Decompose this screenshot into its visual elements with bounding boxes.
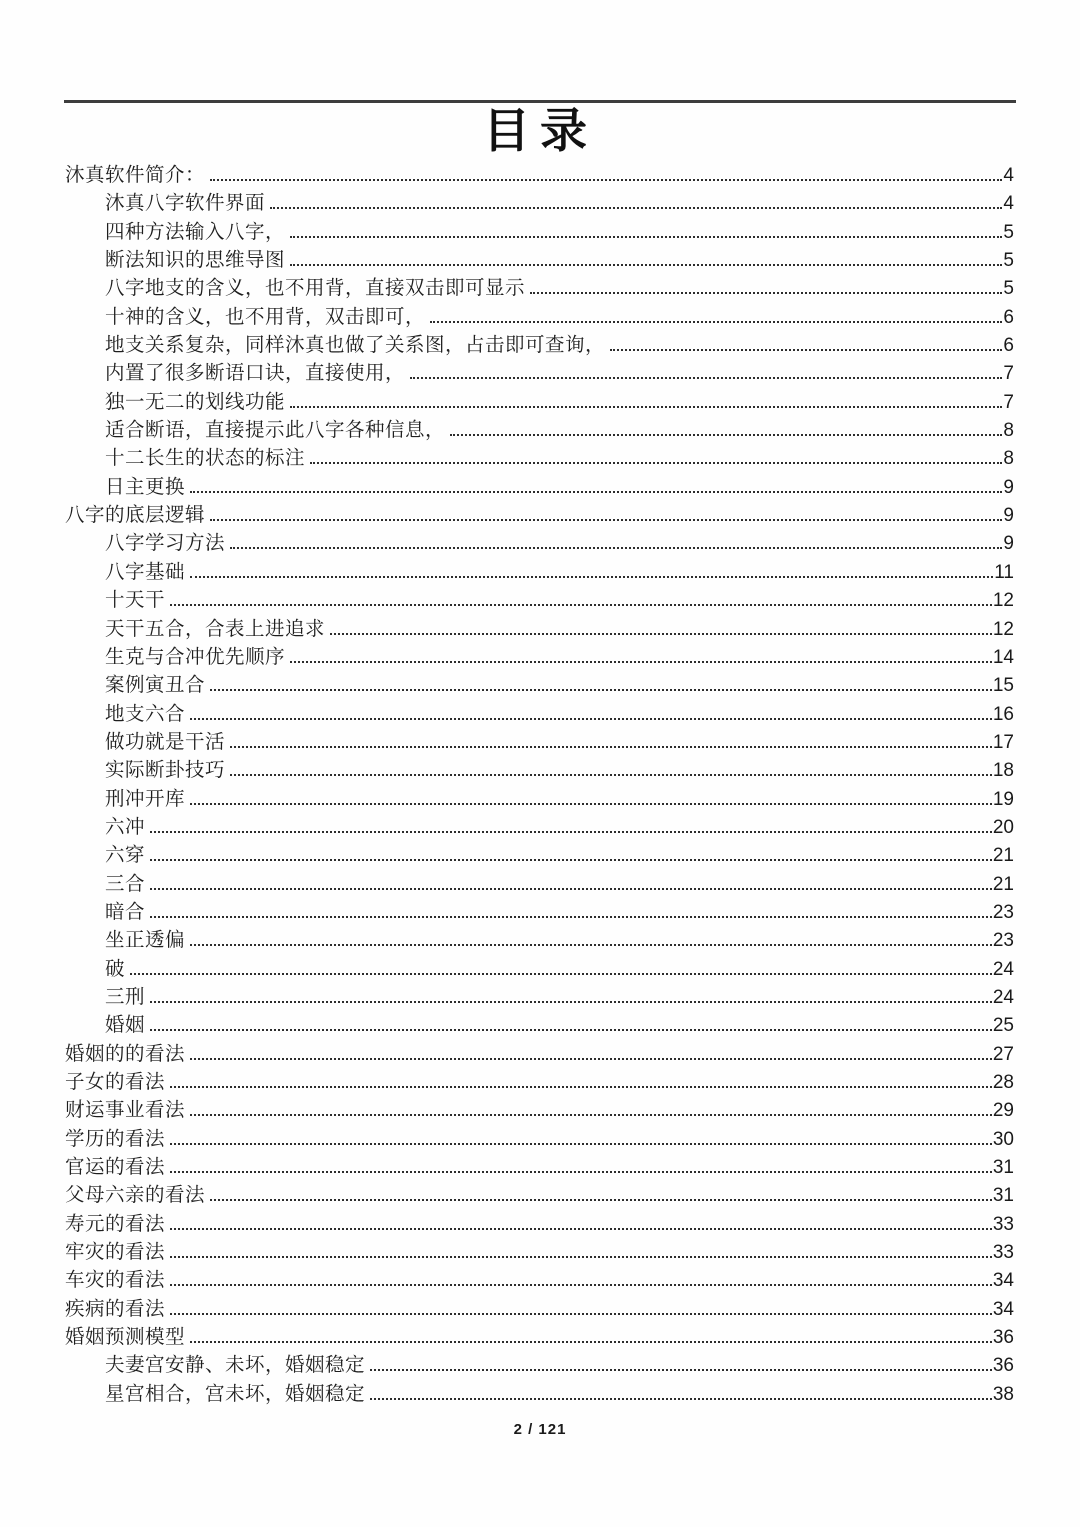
- toc-entry[interactable]: [65, 1324, 1014, 1352]
- toc-entry[interactable]: [65, 389, 1014, 417]
- toc-entry-page: 8: [1003, 420, 1014, 442]
- toc-dot-leader: [270, 203, 1002, 209]
- toc-entry[interactable]: [65, 1097, 1014, 1125]
- toc-entry-label: 内置了很多断语口诀，直接使用，: [105, 363, 406, 385]
- toc-dot-leader: [170, 1309, 992, 1315]
- toc-entry-page: 17: [992, 731, 1014, 753]
- toc-entry[interactable]: [65, 1296, 1014, 1324]
- toc-entry[interactable]: [65, 1211, 1014, 1239]
- toc-entry-label: 独一无二的划线功能: [105, 391, 286, 413]
- toc-entry[interactable]: [65, 1041, 1014, 1069]
- toc-dot-leader: [150, 855, 992, 861]
- toc-dot-leader: [230, 770, 992, 776]
- toc-entry[interactable]: [65, 672, 1014, 700]
- toc-entry-label: 疾病的看法: [65, 1298, 166, 1320]
- toc-entry-page: 34: [992, 1298, 1014, 1320]
- toc-dot-leader: [170, 1252, 992, 1258]
- toc-entry[interactable]: [65, 332, 1014, 360]
- toc-entry-page: 18: [992, 760, 1014, 782]
- toc-entry-page: 4: [1003, 193, 1014, 215]
- toc-list: [65, 162, 1014, 1409]
- toc-entry-label: 子女的看法: [65, 1072, 166, 1093]
- toc-entry-label: 六穿: [105, 845, 146, 867]
- toc-entry[interactable]: [65, 1381, 1014, 1409]
- toc-entry-page: 20: [992, 816, 1014, 838]
- toc-dot-leader: [190, 1054, 992, 1060]
- toc-dot-leader: [150, 912, 992, 918]
- toc-entry-label: 沐真八字软件界面: [105, 193, 266, 215]
- toc-dot-leader: [290, 657, 992, 663]
- toc-entry[interactable]: [65, 502, 1014, 530]
- toc-entry-label: 官运的看法: [65, 1157, 166, 1179]
- toc-entry-page: 23: [992, 901, 1014, 923]
- toc-entry[interactable]: [65, 927, 1014, 955]
- toc-entry[interactable]: [65, 162, 1014, 190]
- toc-dot-leader: [230, 543, 1002, 549]
- toc-entry[interactable]: [65, 219, 1014, 247]
- toc-entry-label: 学历的看法: [65, 1128, 166, 1150]
- toc-entry[interactable]: [65, 304, 1014, 332]
- toc-entry-page: 23: [992, 930, 1014, 952]
- toc-entry-page: 21: [992, 845, 1014, 867]
- toc-entry-label: 适合断语，直接提示此八字各种信息，: [105, 420, 446, 442]
- toc-entry-label: 刑冲开库: [105, 788, 186, 810]
- toc-dot-leader: [610, 345, 1002, 351]
- toc-entry-page: 24: [992, 958, 1014, 980]
- toc-dot-leader: [410, 373, 1002, 379]
- toc-entry[interactable]: [65, 417, 1014, 445]
- toc-entry-page: 7: [1003, 363, 1014, 385]
- toc-entry-page: 33: [992, 1242, 1014, 1264]
- toc-dot-leader: [190, 799, 992, 805]
- toc-dot-leader: [210, 685, 992, 691]
- toc-entry-page: 21: [992, 873, 1014, 895]
- toc-entry-page: 5: [1003, 221, 1014, 243]
- toc-dot-leader: [150, 884, 992, 890]
- toc-entry-label: 破: [105, 958, 126, 980]
- toc-dot-leader: [290, 232, 1002, 238]
- toc-entry-page: 8: [1003, 448, 1014, 470]
- toc-entry-page: 7: [1003, 391, 1014, 413]
- toc-entry[interactable]: [65, 530, 1014, 558]
- toc-dot-leader: [530, 288, 1002, 294]
- toc-dot-leader: [190, 1337, 992, 1343]
- toc-entry-label: 婚姻: [105, 1015, 146, 1037]
- toc-entry-page: 12: [992, 590, 1014, 612]
- toc-entry-page: 9: [1003, 505, 1014, 527]
- toc-dot-leader: [190, 714, 992, 720]
- toc-dot-leader: [170, 1280, 992, 1286]
- toc-entry-page: 16: [992, 703, 1014, 725]
- toc-dot-leader: [210, 1195, 992, 1201]
- toc-entry-page: 27: [992, 1043, 1014, 1065]
- toc-entry[interactable]: [65, 1069, 1014, 1097]
- toc-entry[interactable]: [65, 360, 1014, 388]
- toc-dot-leader: [330, 629, 992, 635]
- toc-entry-page: 25: [992, 1015, 1014, 1037]
- toc-entry-label: 生克与合冲优先顺序: [105, 646, 286, 668]
- toc-entry[interactable]: [65, 842, 1014, 870]
- toc-entry-label: 地支关系复杂，同样沐真也做了关系图，占击即可查询，: [105, 335, 606, 357]
- toc-entry[interactable]: [65, 871, 1014, 899]
- toc-dot-leader: [150, 827, 992, 833]
- toc-entry-page: 24: [992, 986, 1014, 1008]
- toc-entry[interactable]: [65, 729, 1014, 757]
- toc-entry-label: 父母六亲的看法: [65, 1185, 206, 1207]
- toc-entry[interactable]: [65, 587, 1014, 615]
- toc-entry-page: 4: [1003, 165, 1014, 186]
- toc-entry[interactable]: [65, 275, 1014, 303]
- toc-entry-label: 四种方法输入八字，: [105, 221, 286, 243]
- toc-entry-label: 十二长生的状态的标注: [105, 448, 306, 470]
- toc-dot-leader: [150, 997, 992, 1003]
- toc-dot-leader: [430, 317, 1002, 323]
- page-number-footer: 2 / 121: [513, 1421, 567, 1438]
- toc-entry-page: 15: [992, 675, 1014, 697]
- toc-entry-page: 36: [992, 1355, 1014, 1377]
- toc-entry-label: 八字地支的含义，也不用背，直接双击即可显示: [105, 278, 526, 300]
- toc-dot-leader: [290, 402, 1002, 408]
- toc-entry[interactable]: [65, 984, 1014, 1012]
- toc-entry-label: 车灾的看法: [65, 1270, 166, 1292]
- toc-entry[interactable]: [65, 1352, 1014, 1380]
- toc-entry-page: 6: [1003, 306, 1014, 328]
- toc-entry-label: 三合: [105, 873, 146, 895]
- toc-entry-page: 11: [994, 561, 1014, 583]
- toc-entry-page: 5: [1003, 250, 1014, 272]
- toc-dot-leader: [190, 572, 993, 578]
- toc-dot-leader: [230, 742, 992, 748]
- toc-entry-page: 9: [1003, 476, 1014, 498]
- toc-entry-label: 八字基础: [105, 561, 186, 583]
- toc-entry[interactable]: [65, 559, 1014, 587]
- toc-entry[interactable]: [65, 757, 1014, 785]
- toc-entry-label: 寿元的看法: [65, 1213, 166, 1235]
- toc-entry-label: 婚姻的的看法: [65, 1043, 186, 1065]
- toc-entry-label: 实际断卦技巧: [105, 760, 226, 782]
- toc-entry-label: 坐正透偏: [105, 930, 186, 952]
- toc-entry-page: 9: [1003, 533, 1014, 555]
- toc-entry-page: 14: [992, 646, 1014, 668]
- toc-entry-label: 八字的底层逻辑: [65, 505, 206, 527]
- toc-entry[interactable]: [65, 474, 1014, 502]
- toc-entry-page: 31: [992, 1157, 1014, 1179]
- toc-dot-leader: [170, 600, 992, 606]
- toc-entry[interactable]: [65, 701, 1014, 729]
- toc-entry-page: 12: [992, 618, 1014, 640]
- toc-entry[interactable]: [65, 1012, 1014, 1040]
- toc-title: 目录: [483, 106, 597, 158]
- toc-dot-leader: [370, 1394, 992, 1400]
- toc-entry[interactable]: [65, 1154, 1014, 1182]
- toc-entry-page: 29: [992, 1100, 1014, 1122]
- toc-entry-label: 十神的含义，也不用背，双击即可，: [105, 306, 426, 328]
- toc-entry-label: 财运事业看法: [65, 1100, 186, 1122]
- toc-entry-page: 36: [992, 1327, 1014, 1349]
- toc-entry-label: 星宫相合，宫未坏，婚姻稳定: [105, 1383, 366, 1405]
- toc-entry-label: 沐真软件简介：: [65, 165, 206, 186]
- toc-entry[interactable]: [65, 190, 1014, 218]
- toc-entry[interactable]: [65, 1182, 1014, 1210]
- toc-dot-leader: [370, 1365, 992, 1371]
- toc-dot-leader: [130, 969, 992, 975]
- toc-entry-label: 做功就是干活: [105, 731, 226, 753]
- toc-dot-leader: [190, 940, 992, 946]
- toc-entry-label: 十天干: [105, 590, 166, 612]
- toc-dot-leader: [210, 175, 1002, 181]
- toc-entry[interactable]: [65, 1126, 1014, 1154]
- toc-entry-page: 33: [992, 1213, 1014, 1235]
- toc-entry-label: 地支六合: [105, 703, 186, 725]
- toc-dot-leader: [290, 260, 1002, 266]
- toc-entry-label: 牢灾的看法: [65, 1242, 166, 1264]
- toc-entry[interactable]: [65, 814, 1014, 842]
- toc-entry[interactable]: [65, 445, 1014, 473]
- toc-dot-leader: [150, 1025, 992, 1031]
- toc-dot-leader: [450, 430, 1002, 436]
- toc-entry[interactable]: [65, 786, 1014, 814]
- toc-entry[interactable]: [65, 247, 1014, 275]
- toc-entry[interactable]: [65, 899, 1014, 927]
- toc-dot-leader: [190, 1110, 992, 1116]
- toc-entry-label: 天干五合，合表上进追求: [105, 618, 326, 640]
- toc-entry-label: 暗合: [105, 901, 146, 923]
- toc-entry[interactable]: [65, 1267, 1014, 1295]
- toc-entry-label: 六冲: [105, 816, 146, 838]
- toc-entry-label: 八字学习方法: [105, 533, 226, 555]
- toc-dot-leader: [170, 1139, 992, 1145]
- toc-entry-page: 34: [992, 1270, 1014, 1292]
- toc-entry-label: 三刑: [105, 986, 146, 1008]
- toc-entry-label: 婚姻预测模型: [65, 1327, 186, 1349]
- toc-entry[interactable]: [65, 956, 1014, 984]
- toc-entry[interactable]: [65, 616, 1014, 644]
- toc-entry-label: 日主更换: [105, 476, 186, 498]
- toc-dot-leader: [170, 1224, 992, 1230]
- toc-entry[interactable]: [65, 644, 1014, 672]
- toc-entry-page: 38: [992, 1383, 1014, 1405]
- toc-entry-page: 5: [1003, 278, 1014, 300]
- toc-entry-label: 夫妻宫安静、未坏，婚姻稳定: [105, 1355, 366, 1377]
- toc-entry-page: 6: [1003, 335, 1014, 357]
- toc-dot-leader: [310, 458, 1002, 464]
- toc-dot-leader: [170, 1167, 992, 1173]
- toc-entry[interactable]: [65, 1239, 1014, 1267]
- toc-entry-label: 案例寅丑合: [105, 675, 206, 697]
- toc-entry-page: 31: [992, 1185, 1014, 1207]
- toc-dot-leader: [170, 1082, 992, 1088]
- toc-dot-leader: [190, 487, 1002, 493]
- toc-entry-page: 19: [992, 788, 1014, 810]
- toc-dot-leader: [210, 515, 1002, 521]
- toc-entry-label: 断法知识的思维导图: [105, 250, 286, 272]
- toc-entry-page: 30: [992, 1128, 1014, 1150]
- toc-entry-page: 28: [992, 1072, 1014, 1093]
